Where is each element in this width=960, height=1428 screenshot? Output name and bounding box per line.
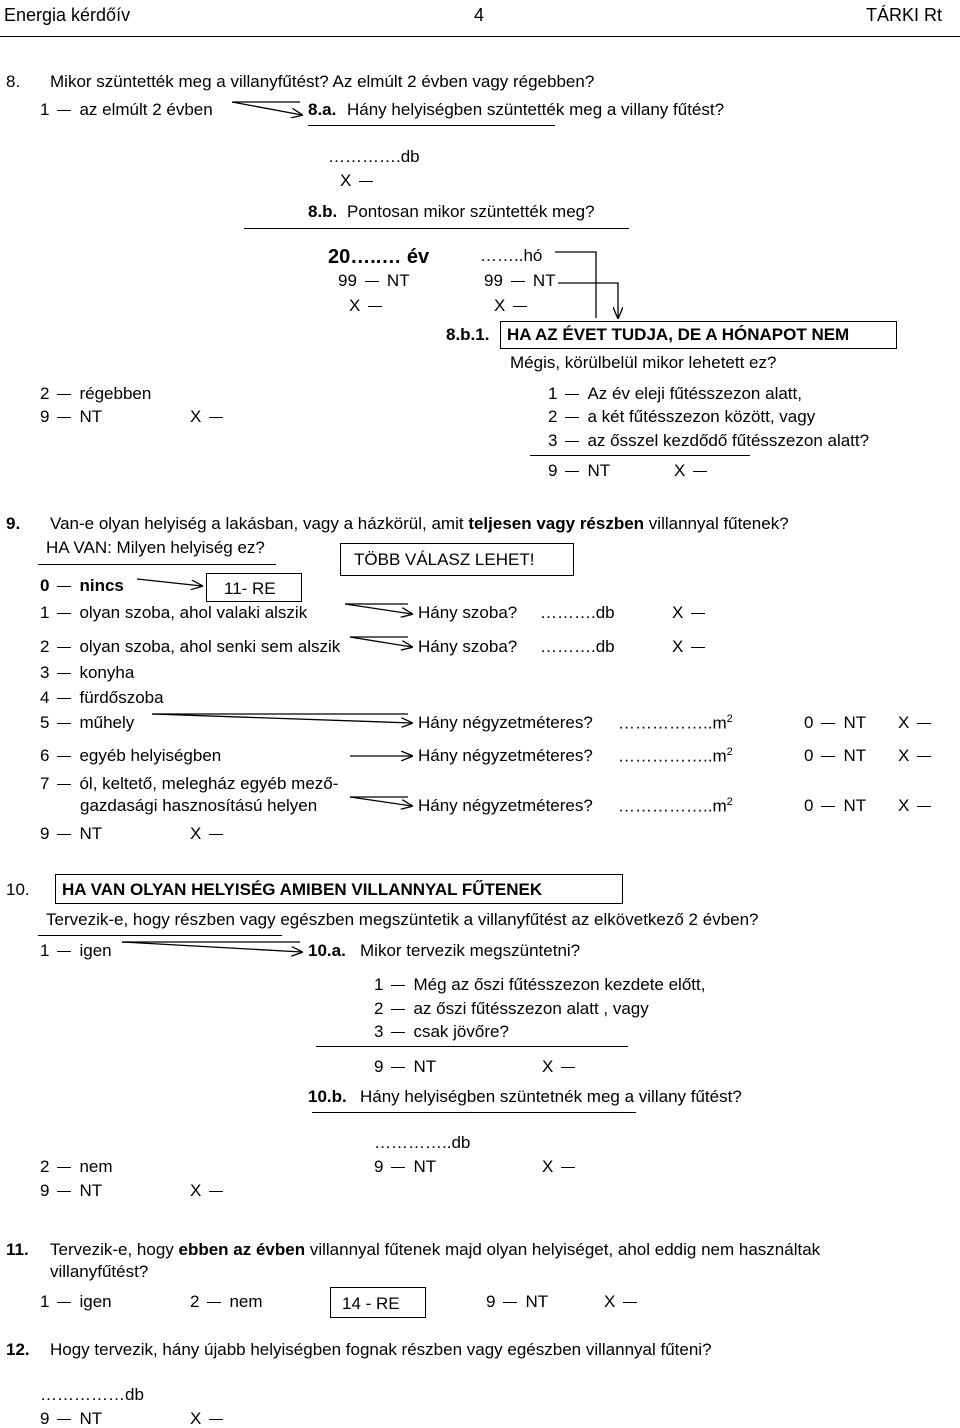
q11-number: 11. <box>6 1240 29 1259</box>
q11-text-part: Tervezik-e, hogy <box>50 1240 179 1259</box>
x-code: X <box>672 603 684 622</box>
option-label: NT <box>79 1181 103 1200</box>
year-field-text: 20…..… év <box>328 246 430 268</box>
q9-followup-1: Hány szoba? <box>418 603 518 622</box>
option-code: 1 <box>40 100 50 119</box>
q8-text: Mikor szüntették meg a villanyfűtést? Az elmúlt 2 évben vagy régebben? <box>50 72 595 91</box>
q8b-text: Pontosan mikor szüntették meg? <box>347 202 595 221</box>
arrow-q8b-month <box>555 252 596 318</box>
label: NT <box>386 271 410 290</box>
option-label: igen <box>79 1292 112 1311</box>
q8b1-instruction: HA AZ ÉVET TUDJA, DE A HÓNAPOT NEM <box>507 325 850 344</box>
q12-db-field[interactable]: ……………db <box>40 1385 144 1404</box>
arrow-q9-opt2 <box>350 637 412 647</box>
q10-text: Tervezik-e, hogy részben vagy egészben megszüntetik a villanyfűtést az elkövetkező 2 évben? <box>46 910 759 929</box>
option-code: 2 <box>190 1292 200 1311</box>
q10a-number: 10.a. <box>308 941 346 960</box>
q8-number: 8. <box>6 72 21 91</box>
option-label: Az év eleji fűtésszezon alatt, <box>587 384 802 403</box>
option-label: nem <box>79 1157 113 1176</box>
code: 99 <box>484 271 503 290</box>
option-code: 6 <box>40 746 50 765</box>
option-code: 2 <box>40 637 50 656</box>
header-title: Energia kérdőív <box>4 5 131 25</box>
q10-filter-instruction: HA VAN OLYAN HELYISÉG AMIBEN VILLANNYAL FŰTENEK <box>62 880 543 899</box>
q9-followup-6: Hány négyzetméteres? <box>418 746 593 765</box>
q9-text-emphasis: teljesen vagy részben <box>468 514 645 533</box>
q8b-number: 8.b. <box>308 202 338 221</box>
option-label: nem <box>229 1292 263 1311</box>
option-code: 2 <box>548 407 558 426</box>
q9-number: 9. <box>6 514 21 533</box>
arrow-q8-opt1 <box>232 102 302 115</box>
option-label: egyéb helyiségben <box>79 746 222 765</box>
x-code: X <box>674 461 686 480</box>
q8b1-question: Mégis, körülbelül mikor lehetett ez? <box>510 353 777 372</box>
q12-text: Hogy tervezik, hány újabb helyiségben fognak részben vagy egészben villannyal fűteni? <box>50 1340 712 1359</box>
option-code: 1 <box>40 603 50 622</box>
arrow-q10-opt1 <box>122 942 302 952</box>
x-code: X <box>349 296 361 315</box>
q11-skip-instruction: 14 - RE <box>342 1294 400 1313</box>
option-code: 0 <box>40 576 50 595</box>
option-label: NT <box>79 407 103 426</box>
option-label: NT <box>413 1057 437 1076</box>
q9-fill-2[interactable]: ……….db <box>540 637 615 656</box>
option-code: 3 <box>548 431 558 450</box>
option-label: konyha <box>79 663 135 682</box>
header-company: TÁRKI Rt <box>866 5 943 25</box>
q8a-db-field[interactable]: ………….db <box>328 147 420 166</box>
superscript: 2 <box>726 746 733 758</box>
q9-text-part: Van-e olyan helyiség a lakásban, vagy a házkörül, amit <box>50 514 469 533</box>
option-label: az elmúlt 2 évben <box>79 100 213 119</box>
q9-subquestion: HA VAN: Milyen helyiség ez? <box>46 538 265 557</box>
x-code: X <box>494 296 506 315</box>
option-label: NT <box>79 1409 103 1428</box>
fill-text: ……………..m <box>618 713 727 733</box>
arrow-q9-opt7 <box>350 797 412 806</box>
q9-option-7-line2: gazdasági hasznosítású helyen <box>80 796 318 815</box>
option-label: olyan szoba, ahol valaki alszik <box>79 603 308 622</box>
x-code: X <box>604 1292 616 1311</box>
q10-number: 10. <box>6 880 30 899</box>
q11-text-line2: villanyfűtést? <box>50 1262 149 1281</box>
option-code: 1 <box>40 1292 50 1311</box>
option-code: 9 <box>374 1157 384 1176</box>
code: 0 <box>804 713 814 732</box>
q9-fill-1[interactable]: ……….db <box>540 603 615 622</box>
superscript: 2 <box>726 713 733 725</box>
option-label: az ősszel kezdődő fűtésszezon alatt? <box>587 431 870 450</box>
x-code: X <box>898 796 910 815</box>
option-code: 1 <box>40 941 50 960</box>
option-label: fürdőszoba <box>79 688 164 707</box>
option-code: 9 <box>374 1057 384 1076</box>
option-label: régebben <box>79 384 152 403</box>
q9-followup-2: Hány szoba? <box>418 637 518 656</box>
q10a-text: Mikor tervezik megszüntetni? <box>360 941 581 960</box>
option-code: 3 <box>374 1022 384 1041</box>
option-label: Még az őszi fűtésszezon kezdete előtt, <box>413 975 706 994</box>
code: 99 <box>338 271 357 290</box>
option-code: 9 <box>40 1409 50 1428</box>
arrow-q9-opt5 <box>152 714 412 723</box>
option-code: 1 <box>548 384 558 403</box>
q12-number: 12. <box>6 1340 30 1359</box>
option-code: 9 <box>486 1292 496 1311</box>
arrow-q9-opt0 <box>137 579 202 586</box>
x-code: X <box>898 713 910 732</box>
fill-text: ……………..m <box>618 746 727 766</box>
q9-text-part: villannyal fűtenek? <box>644 514 789 533</box>
option-label: műhely <box>79 713 135 732</box>
code: 0 <box>804 796 814 815</box>
q9-skip-instruction: 11- RE <box>224 579 276 598</box>
arrow-q9-opt1 <box>345 604 412 614</box>
q9-followup-5: Hány négyzetméteres? <box>418 713 593 732</box>
x-code: X <box>672 637 684 656</box>
x-code: X <box>190 407 202 426</box>
q8a-number: 8.a. <box>308 100 337 119</box>
x-code: X <box>898 746 910 765</box>
x-code: X <box>542 1157 554 1176</box>
option-label: csak jövőre? <box>413 1022 509 1041</box>
x-code: X <box>190 824 202 843</box>
q10b-number: 10.b. <box>308 1087 347 1106</box>
arrow-q8b-to-q8b1 <box>558 283 618 318</box>
option-code: 3 <box>40 663 50 682</box>
label: NT <box>532 271 556 290</box>
option-label: NT <box>525 1292 549 1311</box>
label: NT <box>843 713 867 732</box>
option-label: NT <box>413 1157 437 1176</box>
option-code: 2 <box>374 999 384 1018</box>
option-label: nincs <box>79 576 124 595</box>
label: NT <box>843 746 867 765</box>
option-label: ól, keltető, melegház egyéb mező- <box>79 774 339 793</box>
q8b1-number: 8.b.1. <box>446 325 490 344</box>
code: 0 <box>804 746 814 765</box>
option-code: 5 <box>40 713 50 732</box>
x-code: X <box>340 171 352 190</box>
q9-multi-answer-note: TÖBB VÁLASZ LEHET! <box>354 550 535 569</box>
superscript: 2 <box>726 796 733 808</box>
option-label: olyan szoba, ahol senki sem alszik <box>79 637 341 656</box>
q9-followup-7: Hány négyzetméteres? <box>418 796 593 815</box>
option-label: a két fűtésszezon között, vagy <box>587 407 816 426</box>
option-code: 4 <box>40 688 50 707</box>
option-label: az őszi fűtésszezon alatt , vagy <box>413 999 649 1018</box>
x-code: X <box>190 1181 202 1200</box>
option-label: NT <box>79 824 103 843</box>
x-code: X <box>542 1057 554 1076</box>
q8a-text: Hány helyiségben szüntették meg a villany fűtést? <box>347 100 725 119</box>
option-code: 9 <box>40 407 50 426</box>
option-code: 9 <box>40 1181 50 1200</box>
option-code: 2 <box>40 384 50 403</box>
q11-text-emphasis: ebben az évben <box>178 1240 306 1259</box>
option-code: 7 <box>40 774 50 793</box>
label: NT <box>843 796 867 815</box>
x-code: X <box>190 1409 202 1428</box>
q8b-month-field[interactable]: ……..hó <box>480 246 543 265</box>
option-code: 2 <box>40 1157 50 1176</box>
option-code: 9 <box>548 461 558 480</box>
option-code: 1 <box>374 975 384 994</box>
q11-text-part: villannyal fűtenek majd olyan helyiséget, ahol eddig nem használtak <box>305 1240 821 1259</box>
page-number: 4 <box>474 5 485 25</box>
option-label: NT <box>587 461 611 480</box>
option-code: 9 <box>40 824 50 843</box>
q10b-db-field[interactable]: …………..db <box>374 1133 471 1152</box>
option-label: igen <box>79 941 112 960</box>
q10b-text: Hány helyiségben szüntetnék meg a villany fűtést? <box>360 1087 742 1106</box>
fill-text: ……………..m <box>618 796 727 816</box>
